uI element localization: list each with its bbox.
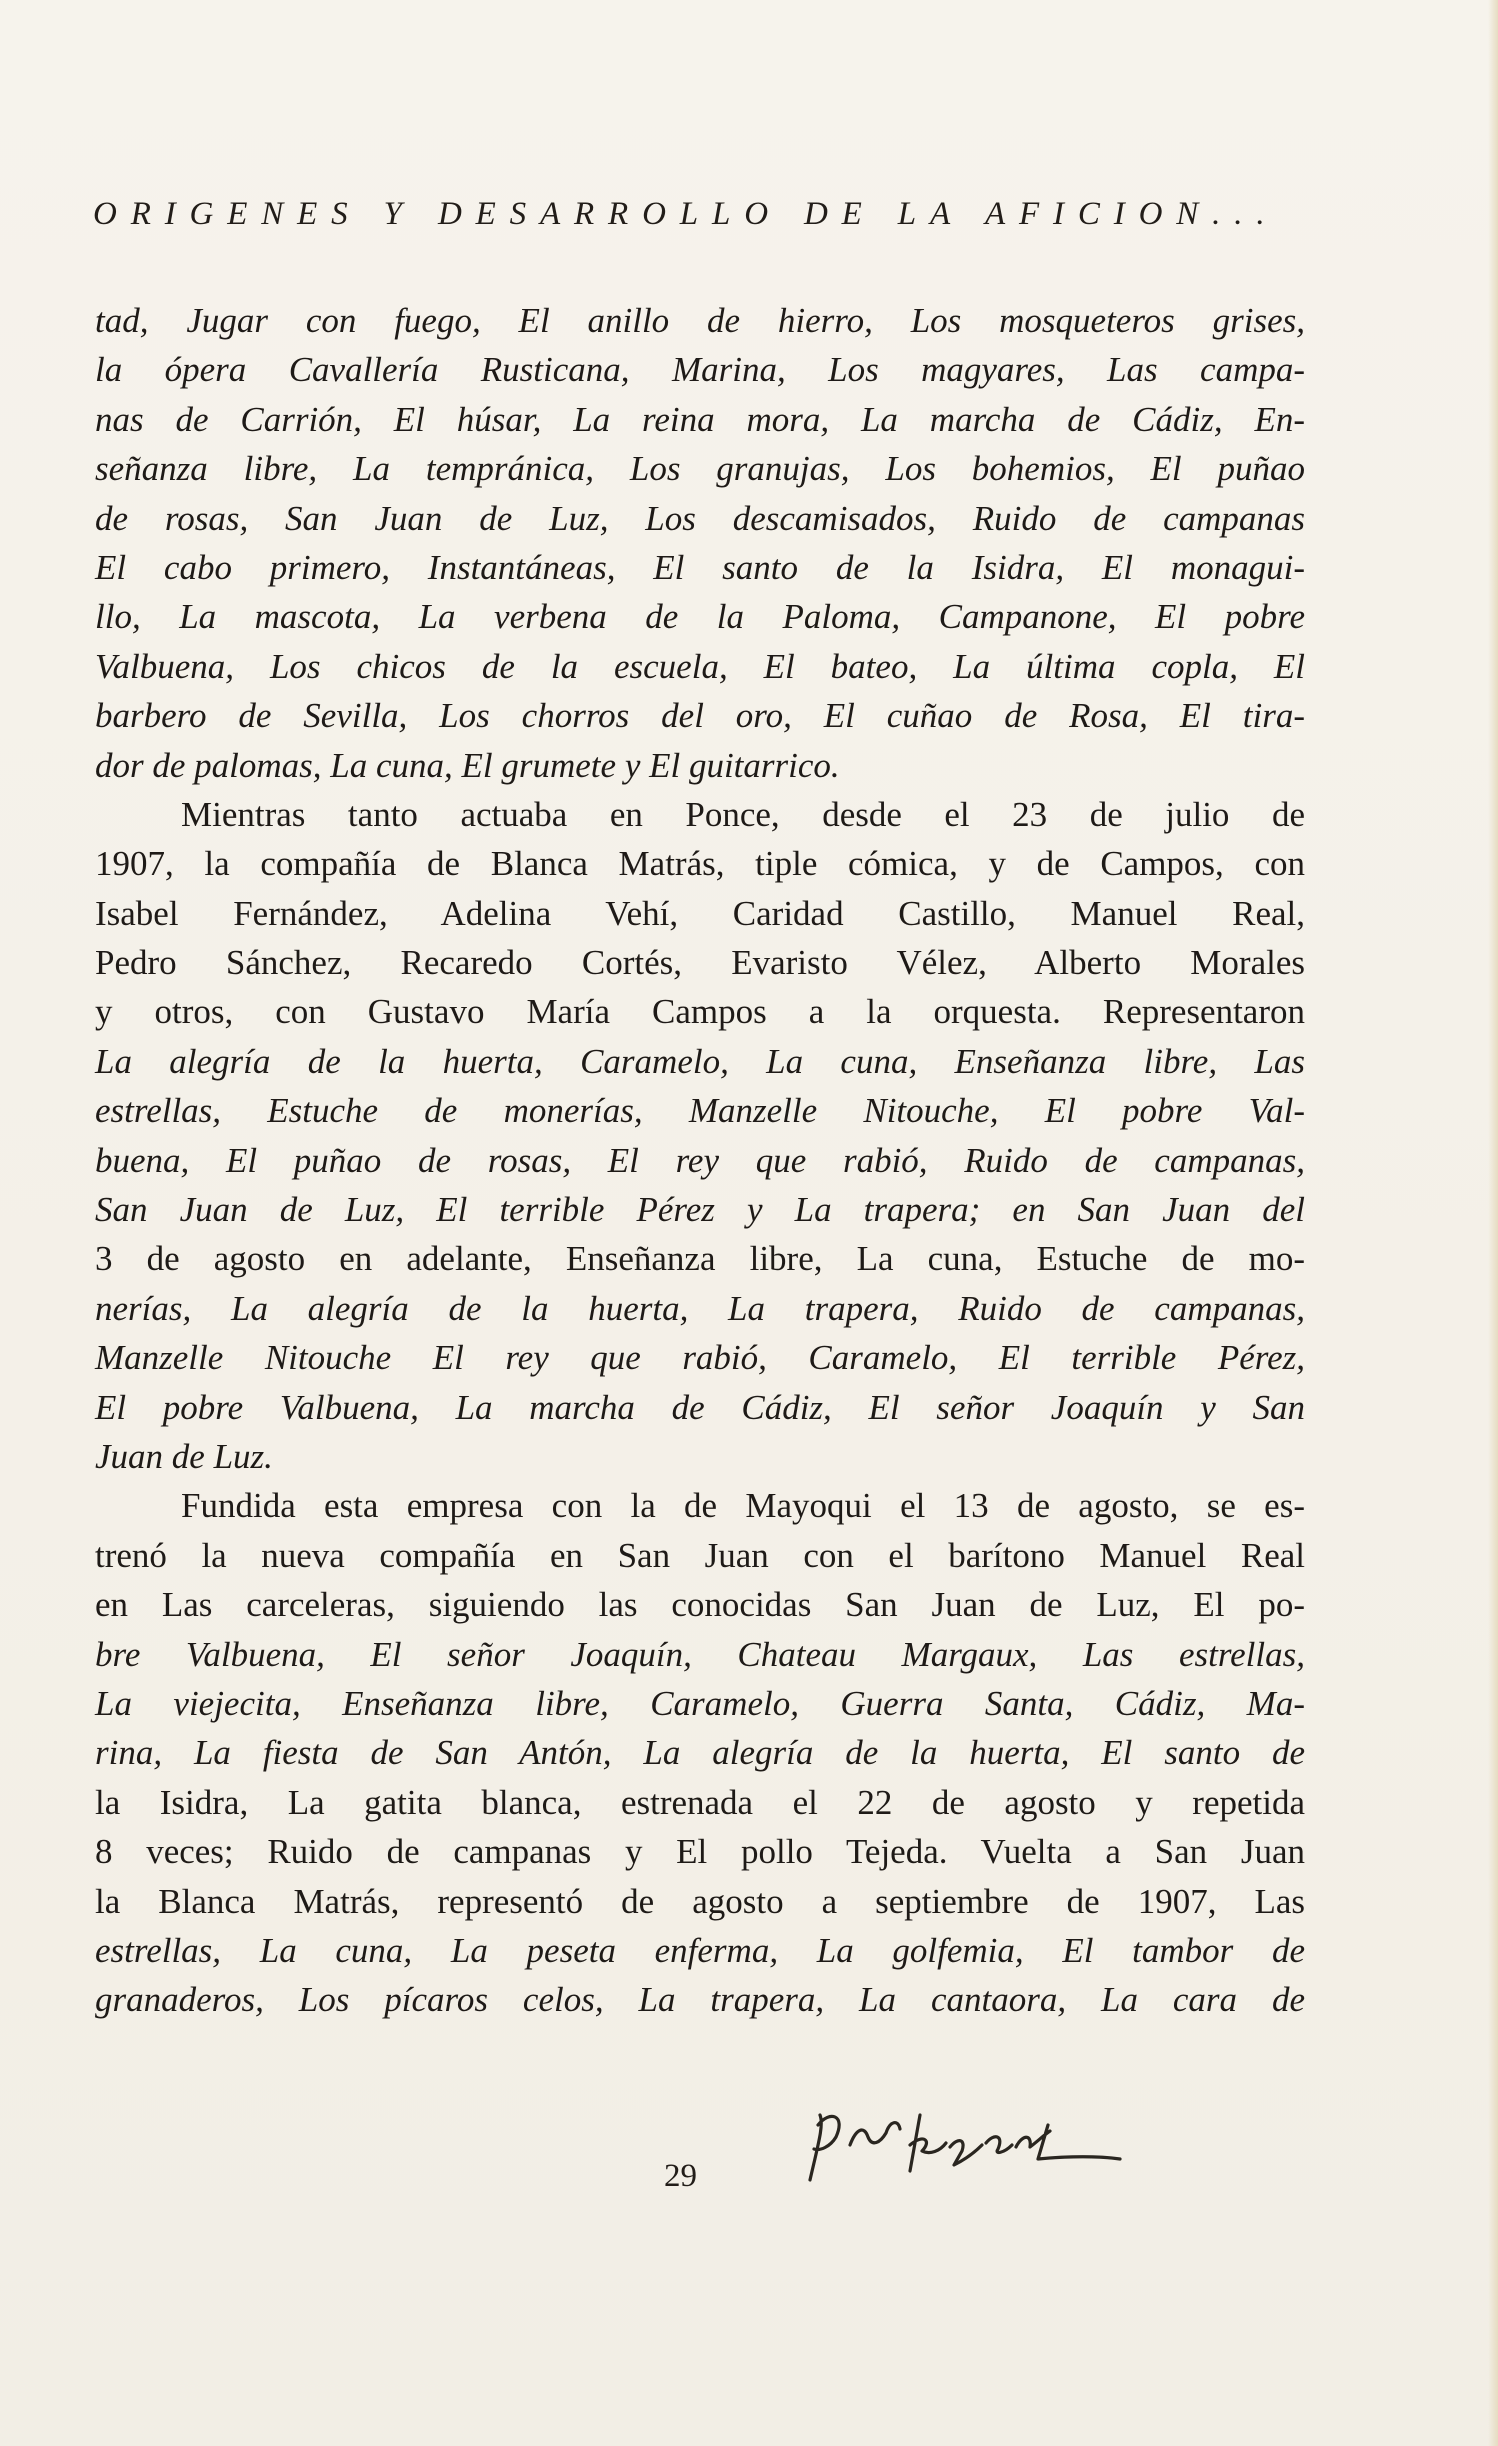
text-line: la Isidra, La gatita blanca, estrenada el 22 de agosto y repetida xyxy=(95,1782,1305,1822)
text-line: 1907, la compañía de Blanca Matrás, tiple cómica, y de Campos, con xyxy=(95,844,1305,884)
text-line: 8 veces; Ruido de campanas y El pollo Tejeda. Vuelta a San Juan xyxy=(95,1832,1305,1872)
text-line: bre Valbuena, El señor Joaquín, Chateau Margaux, Las estrellas, xyxy=(95,1634,1305,1674)
text-line: granaderos, Los pícaros celos, La trapera, La cantaora, La cara de xyxy=(95,1980,1305,2020)
text-line: Isabel Fernández, Adelina Vehí, Caridad Castillo, Manuel Real, xyxy=(95,893,1305,933)
text-line: tad, Jugar con fuego, El anillo de hierro, Los mosqueteros grises, xyxy=(95,301,1305,340)
text-line: La viejecita, Enseñanza libre, Caramelo, Guerra Santa, Cádiz, Ma- xyxy=(95,1683,1305,1723)
text-line: El pobre Valbuena, La marcha de Cádiz, El señor Joaquín y San xyxy=(95,1387,1305,1427)
page-edge-shadow xyxy=(1488,0,1498,2446)
text-line: San Juan de Luz, El terrible Pérez y La trapera; en San Juan del xyxy=(95,1190,1305,1230)
text-line: nerías, La alegría de la huerta, La trapera, Ruido de campanas, xyxy=(95,1288,1305,1328)
text-line: nas de Carrión, El húsar, La reina mora, La marcha de Cádiz, En- xyxy=(95,399,1305,439)
text-line: estrellas, La cuna, La peseta enferma, La golfemia, El tambor de xyxy=(95,1930,1305,1970)
body-text xyxy=(95,296,1305,2025)
text-line: la Blanca Matrás, representó de agosto a septiembre de 1907, Las xyxy=(95,1881,1305,1921)
text-line: estrellas, Estuche de monerías, Manzelle Nitouche, El pobre Val- xyxy=(95,1091,1305,1131)
text-line: Fundida esta empresa con la de Mayoqui el 13 de agosto, se es- xyxy=(181,1486,1305,1526)
text-line: y otros, con Gustavo María Campos a la orquesta. Representaron xyxy=(95,992,1305,1032)
text-line: señanza libre, La tempránica, Los granujas, Los bohemios, El puñao xyxy=(95,449,1305,489)
text-line: El cabo primero, Instantáneas, El santo de la Isidra, El monagui- xyxy=(95,547,1305,587)
text-line: llo, La mascota, La verbena de la Paloma, Campanone, El pobre xyxy=(95,597,1305,637)
text-line: rina, La fiesta de San Antón, La alegría de la huerta, El santo de xyxy=(95,1733,1305,1773)
handwritten-signature xyxy=(790,2085,1140,2205)
text-line: barbero de Sevilla, Los chorros del oro, El cuñao de Rosa, El tira- xyxy=(95,696,1305,736)
running-head: ORIGENES Y DESARROLLO DE LA AFICION... xyxy=(93,196,1279,232)
text-line: la ópera Cavallería Rusticana, Marina, Los magyares, Las campa- xyxy=(95,350,1305,390)
page-number: 29 xyxy=(664,2158,697,2194)
text-line: en Las carceleras, siguiendo las conocidas San Juan de Luz, El po- xyxy=(95,1585,1305,1625)
text-line: 3 de agosto en adelante, Enseñanza libre, La cuna, Estuche de mo- xyxy=(95,1239,1305,1279)
text-line: Valbuena, Los chicos de la escuela, El bateo, La última copla, El xyxy=(95,646,1305,686)
text-line: dor de palomas, La cuna, El grumete y El guitarrico. xyxy=(95,745,840,785)
text-line: Pedro Sánchez, Recaredo Cortés, Evaristo Vélez, Alberto Morales xyxy=(95,943,1305,983)
text-line: trenó la nueva compañía en San Juan con el barítono Manuel Real xyxy=(95,1535,1305,1575)
text-line: La alegría de la huerta, Caramelo, La cuna, Enseñanza libre, Las xyxy=(95,1041,1305,1081)
text-line: de rosas, San Juan de Luz, Los descamisados, Ruido de campanas xyxy=(95,498,1305,538)
text-line: buena, El puñao de rosas, El rey que rabió, Ruido de campanas, xyxy=(95,1140,1305,1180)
text-line: Manzelle Nitouche El rey que rabió, Caramelo, El terrible Pérez, xyxy=(95,1338,1305,1378)
text-line: Juan de Luz. xyxy=(95,1436,273,1476)
text-line: Mientras tanto actuaba en Ponce, desde el 23 de julio de xyxy=(181,794,1305,834)
